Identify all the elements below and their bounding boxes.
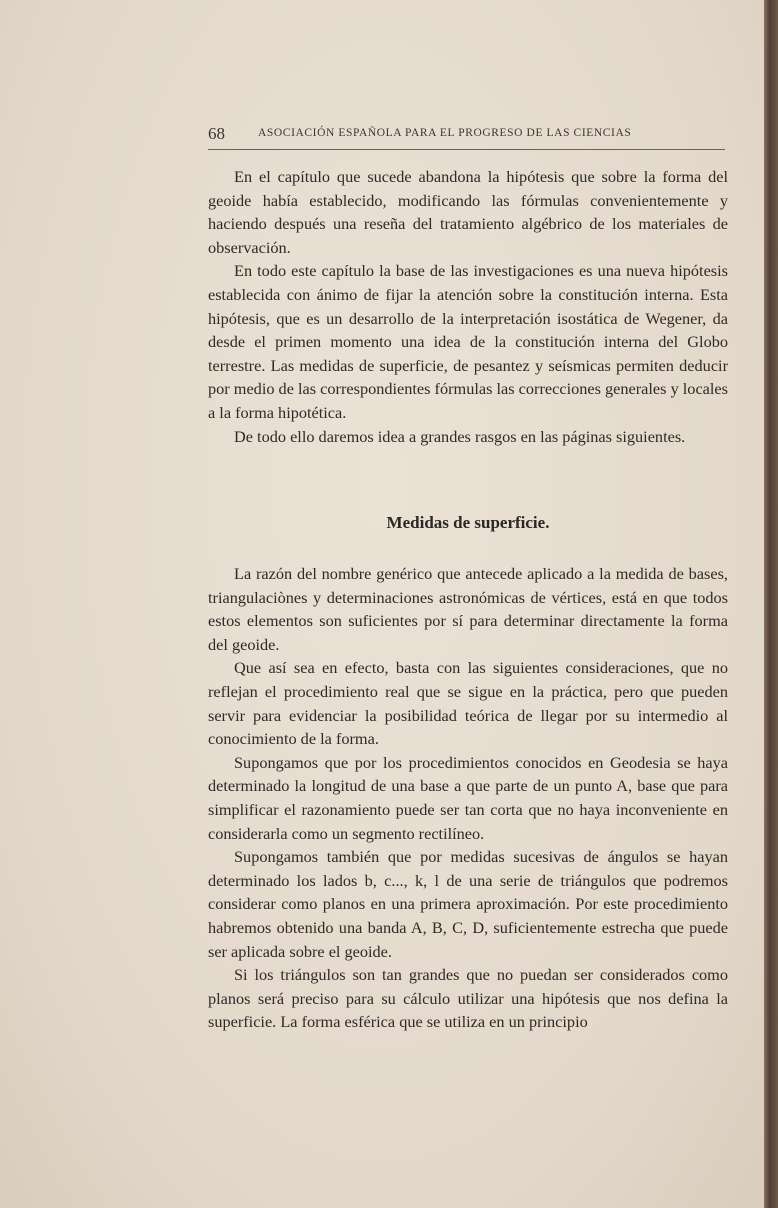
paragraph: En el capítulo que sucede abandona la hipótesis que sobre la forma del geoide había establecido, modificando las fórmulas convenientemente y haciendo después una reseña del tratamiento algébrico de los materiales de observación. (208, 167, 728, 257)
paragraph: En todo este capítulo la base de las investigaciones es una nueva hipótesis establecida con ánimo de fijar la atención sobre la constitución interna. Esta hipótesis, que es un desarrollo de la interpretación isostática de Wegener, da desde el primen momento una idea de la constitución interna del Globo terrestre. Las medidas de superficie, de pesantez y seísmicas permiten deducir por medio de las correspondientes fórmulas las correcciones generales y locales a la forma hipotética. (208, 261, 728, 422)
section-title: Medidas de superficie. (386, 513, 550, 532)
paragraph: Que así sea en efecto, basta con las siguientes consideraciones, que no reflejan el procedimiento real que se sigue en la práctica, pero que pueden servir para evidenciar la posibilidad teórica de llegar por su intermedio al conocimiento de la forma. (208, 658, 728, 749)
paragraph: La razón del nombre genérico que antecede aplicado a la medida de bases, triangulaciònes y determinaciones astronómicas de vértices, está en que todos estos elementos son suficientes por sí para determinar directamente la forma del geoide. (208, 564, 728, 654)
paragraph: De todo ello daremos idea a grandes rasgos en las páginas siguientes. (234, 426, 686, 446)
body-text-lower (208, 562, 728, 1034)
body-text-upper (208, 165, 728, 448)
page-header (208, 124, 728, 148)
paragraph: Supongamos que por los procedimientos conocidos en Geodesia se haya determinado la longitud de una base a que parte de un punto A, base que para simplificar el razonamiento puede ser tan corta que no haya inconveniente en considerarla como un segmento rectilíneo. (208, 752, 728, 843)
running-head: ASOCIACIÓN ESPAÑOLA PARA EL PROGRESO DE LAS CIENCIAS (258, 127, 632, 139)
page-number: 68 (208, 124, 225, 143)
paragraph: Si los triángulos son tan grandes que no puedan ser considerados como planos será preciso para su cálculo utilizar una hipótesis que nos defina la superficie. La forma esférica que se utiliza en un principio (208, 965, 728, 1032)
header-rule (208, 149, 725, 150)
book-spine-edge (764, 0, 778, 1208)
paragraph: Supongamos también que por medidas sucesivas de ángulos se hayan determinado los lados b, c..., k, l de una serie de triángulos que podremos considerar como planos en una primera aproximación. Por este procedimiento habremos obtenido una banda A, B, C, D, suficientemente estrecha que puede ser aplicada sobre el geoide. (208, 847, 728, 961)
